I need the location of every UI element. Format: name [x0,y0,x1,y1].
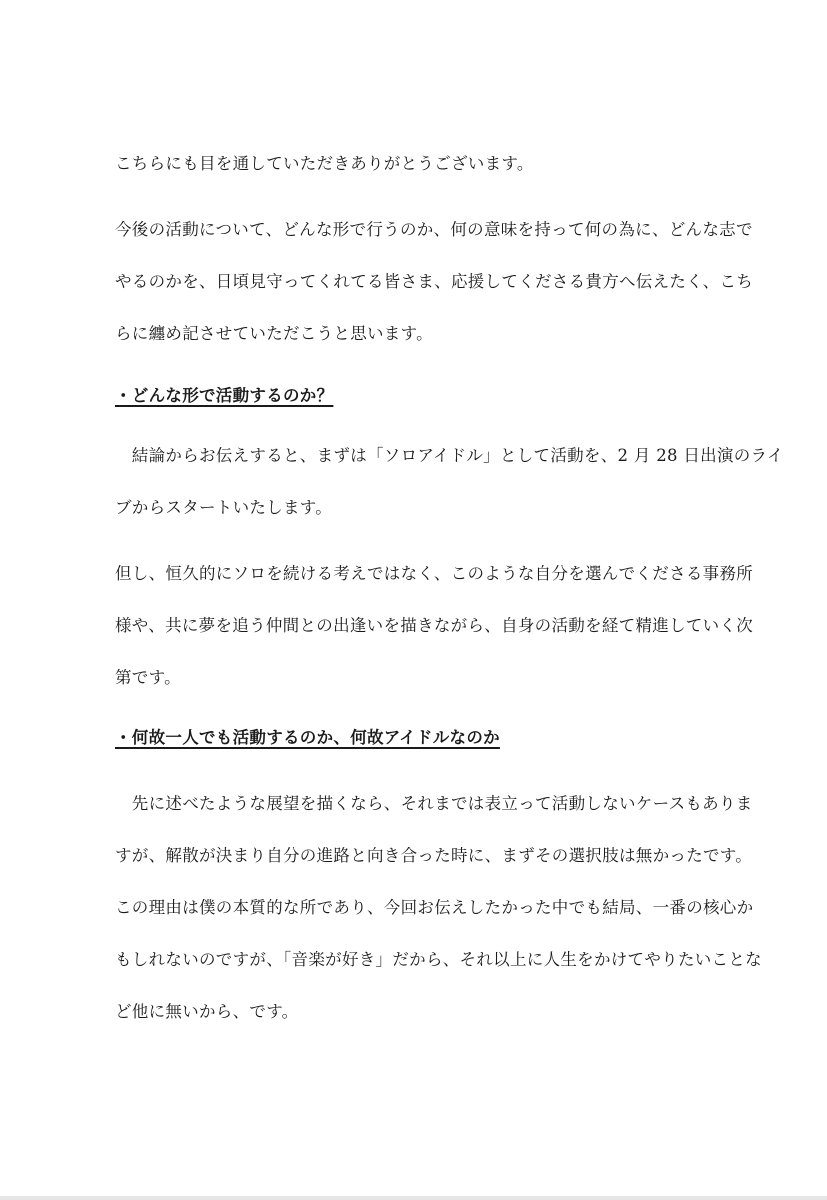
text-line: 第です。 [115,668,181,687]
text-line: こちらにも目を通していただきありがとうございます。 [115,154,534,173]
text-line: この理由は僕の本質的な所であり、今回お伝えしたかった中でも結局、一番の核心か [115,898,754,917]
section2-paragraph1 [115,778,762,1038]
section1-paragraph2 [115,548,754,704]
text-line: 結論からお伝えすると、まずは「ソロアイドル」として活動を、2 月 28 日出演のライ [115,446,784,465]
purpose-paragraph [115,204,754,360]
text-line: ど他に無いから、です。 [115,1002,299,1021]
text-line: 但し、恒久的にソロを続ける考えではなく、このような自分を選んでくださる事務所 [115,564,754,583]
text-line: らに纏め記させていただこうと思います。 [115,324,433,343]
heading-text: ・どんな形で活動するのか？ [115,386,334,405]
text-line: ブからスタートいたします。 [115,498,333,517]
intro-paragraph [115,138,715,190]
heading-text: ・何故一人でも活動するのか、何故アイドルなのか [115,728,500,747]
text-line: 先に述べたような展望を描くなら、それまでは表立って活動しないケースもありま [115,794,753,813]
text-line: もしれないのですが、「音楽が好き」だから、それ以上に人生をかけてやりたいことな [115,950,762,969]
text-line: 様や、共に夢を追う仲間との出逢いを描きながら、自身の活動を経て精進していく次 [115,616,754,635]
section-heading-activity-form [115,384,333,408]
section-heading-why-solo-idol [115,726,500,750]
text-line: やるのかを、日頃見守ってくれてる皆さま、応援してくださる貴方へ伝えたく、こち [115,272,754,291]
text-line: 今後の活動について、どんな形で行うのか、何の意味を持って何の為に、どんな志で [115,220,753,239]
section1-paragraph1 [115,430,784,534]
page-bottom-edge [0,1196,827,1200]
text-line: すが、解散が決まり自分の進路と向き合った時に、まずその選択肢は無かったです。 [115,846,753,865]
